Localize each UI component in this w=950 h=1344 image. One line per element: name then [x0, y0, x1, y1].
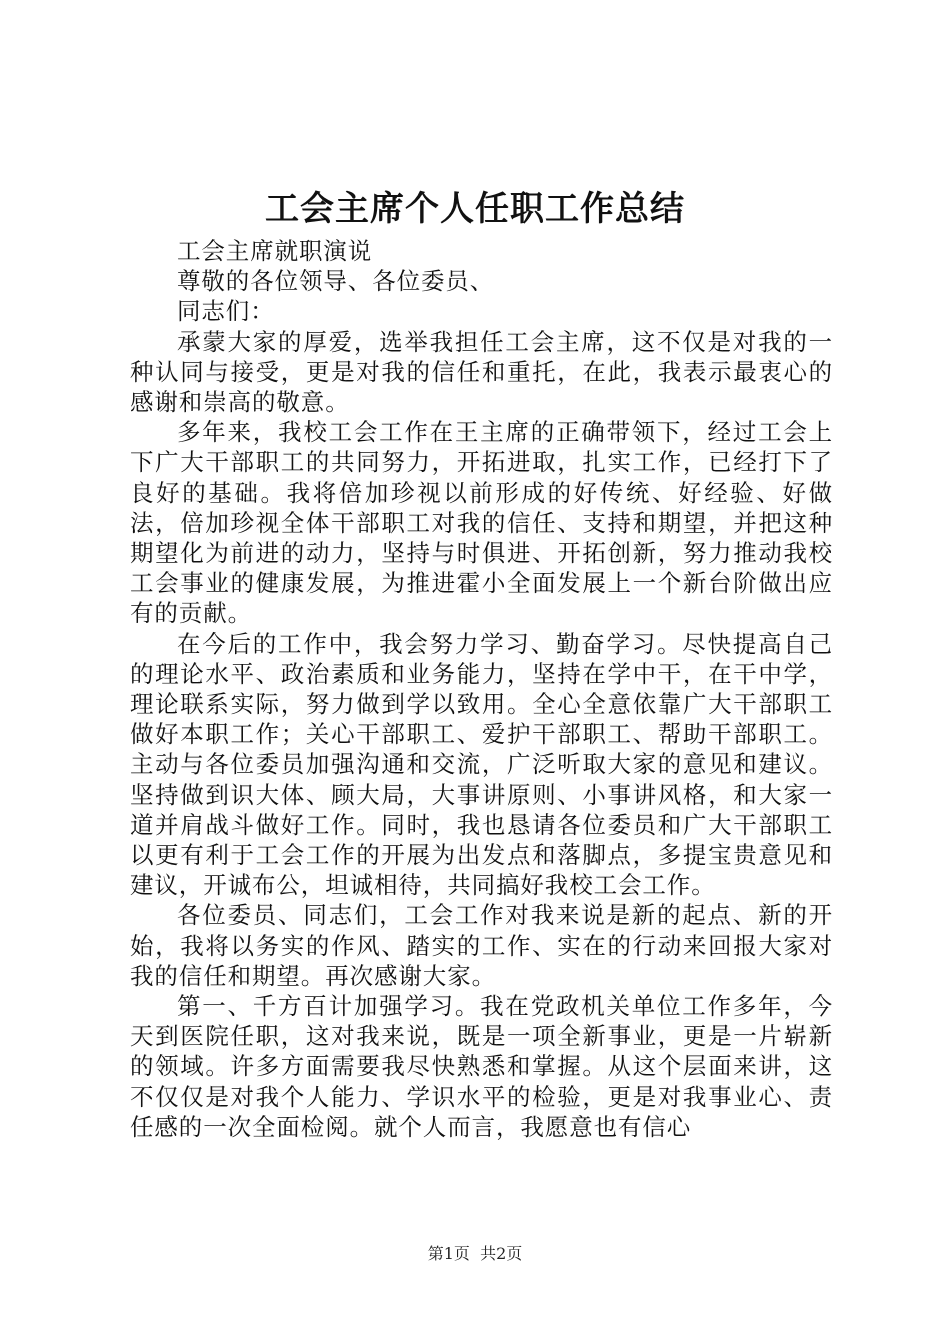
page-footer	[0, 1243, 950, 1265]
paragraph: 承蒙大家的厚爱，选举我担任工会主席，这不仅是对我的一种认同与接受，更是对我的信任和重托，在此，我表示最衷心的感谢和崇高的敬意。	[130, 327, 833, 417]
paragraph: 在今后的工作中，我会努力学习、勤奋学习。尽快提高自己的理论水平、政治素质和业务能力，坚持在学中干，在干中学，理论联系实际，努力做到学以致用。全心全意依靠广大干部职工做好本职工作；关心干部职工、爱护干部职工、帮助干部职工。主动与各位委员加强沟通和交流，广泛听取大家的意见和建议。坚持做到识大体、顾大局，大事讲原则、小事讲风格，和大家一道并肩战斗做好工作。同时，我也恳请各位委员和广大干部职工以更有利于工会工作的开展为出发点和落脚点，多提宝贵意见和建议，开诚布公，坦诚相待，共同搞好我校工会工作。	[130, 629, 833, 900]
paragraph-subtitle: 工会主席就职演说	[177, 237, 373, 265]
document-title: 工会主席个人任职工作总结	[265, 189, 685, 229]
page-total: 共2页	[480, 1244, 523, 1263]
document-body	[130, 236, 833, 1142]
page-number: 第1页	[427, 1244, 470, 1263]
paragraph: 第一、千方百计加强学习。我在党政机关单位工作多年，今天到医院任职，这对我来说，既是一项全新事业，更是一片崭新的领域。许多方面需要我尽快熟悉和掌握。从这个层面来讲，这不仅仅是对我个人能力、学识水平的检验，更是对我事业心、责任感的一次全面检阅。就个人而言，我愿意也有信心	[130, 992, 833, 1141]
paragraph-salutation: 尊敬的各位领导、各位委员、	[177, 267, 495, 296]
footer-spacer	[470, 1244, 480, 1263]
paragraph: 各位委员、同志们，工会工作对我来说是新的起点、新的开始，我将以务实的作风、踏实的工作、实在的行动来回报大家对我的信任和期望。再次感谢大家。	[130, 901, 833, 990]
paragraph: 多年来，我校工会工作在王主席的正确带领下，经过工会上下广大干部职工的共同努力，开拓进取，扎实工作，已经打下了良好的基础。我将倍加珍视以前形成的好传统、好经验、好做法，倍加珍视全体干部职工对我的信任、支持和期望，并把这种期望化为前进的动力，坚持与时俱进、开拓创新，努力推动我校工会事业的健康发展，为推进霍小全面发展上一个新台阶做出应有的贡献。	[130, 418, 833, 628]
paragraph-salutation-2: 同志们：	[177, 297, 275, 326]
